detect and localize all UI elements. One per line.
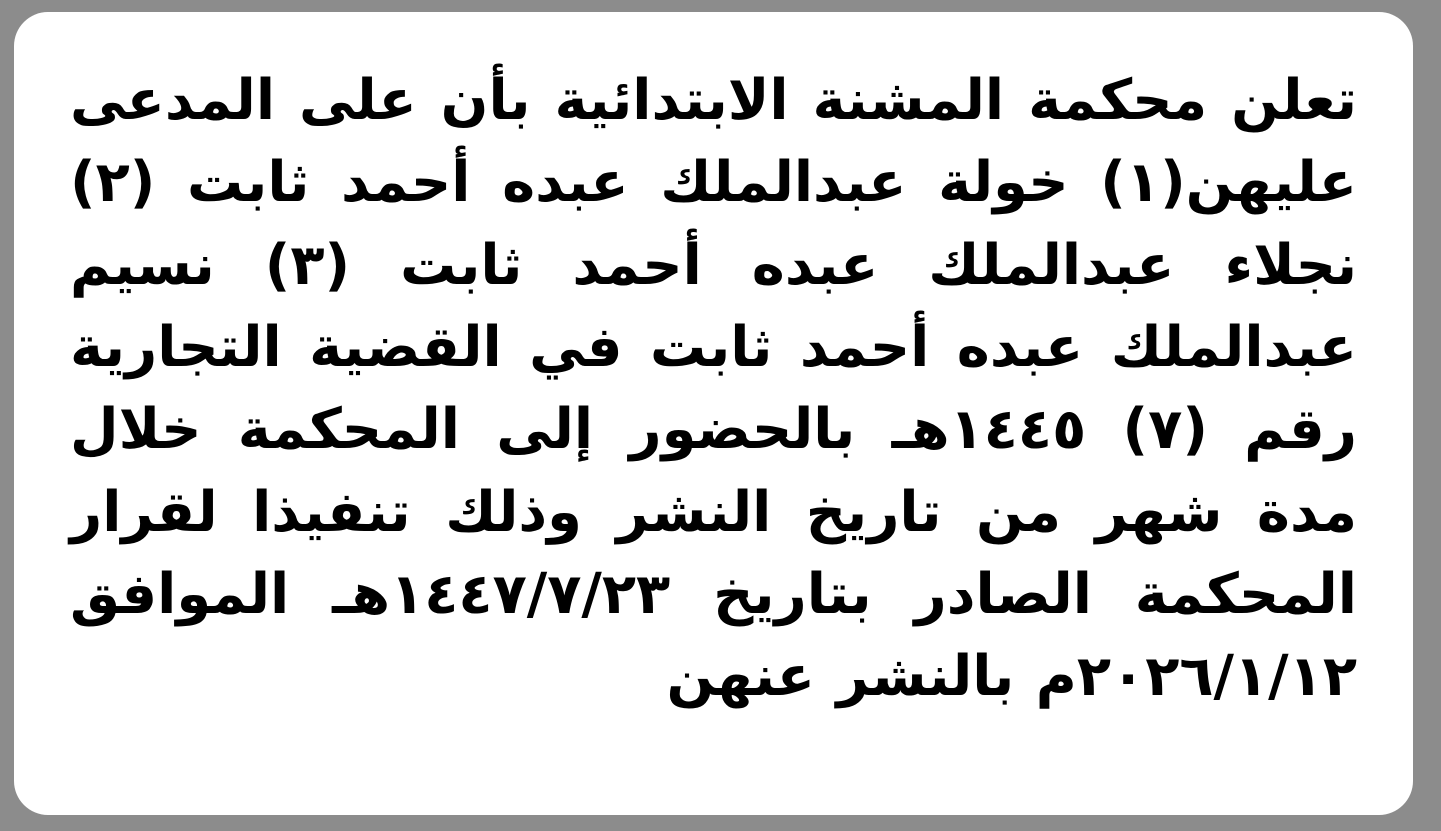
notice-text: تعلن محكمة المشنة الابتدائية بأن على المدعى عليهن(١) خولة عبدالملك عبده أحمد ثابت (٢) نجلاء عبدالملك عبده أحمد ثابت (٣) نسيم عبدالملك عبده أحمد ثابت في القضية التجارية رقم (٧) ١٤٤٥هـ بالحضور إلى المحكمة خلال مدة شهر من تاريخ النشر وذلك تنفيذا لقرار المحكمة الصادر بتاريخ ١٤٤٧/٧/٢٣هـ الموافق ٢٠٢٦/١/١٢م بالنشر عنهن (70, 68, 1358, 710)
notice-card (14, 12, 1413, 815)
